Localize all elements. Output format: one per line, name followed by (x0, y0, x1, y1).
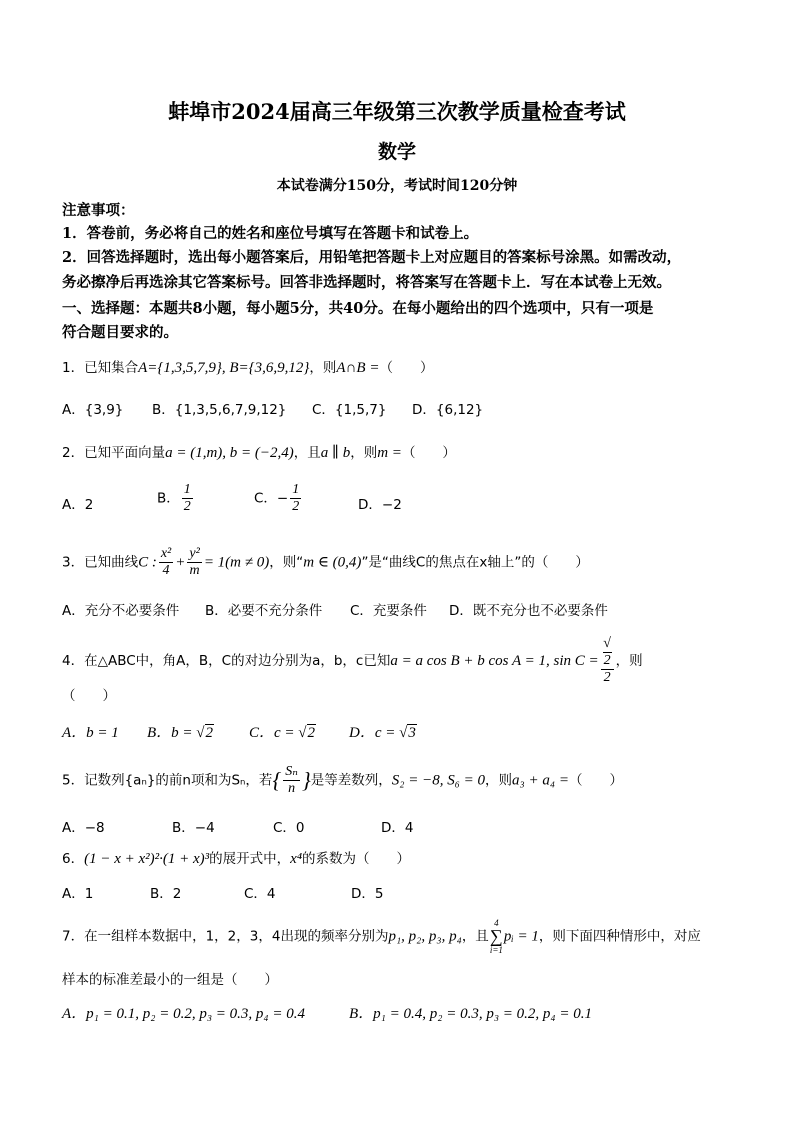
option-label: B．b = (147, 725, 197, 741)
question-2-mid-2: ，则 (350, 445, 378, 461)
question-7-sum (490, 918, 503, 955)
question-2-paren: （ ） (401, 445, 456, 461)
question-2-parallel: a ∥ b (320, 445, 351, 461)
radicand: 2 (205, 725, 214, 741)
question-2-prefix: 2．已知平面向量 (62, 445, 166, 461)
fraction-numerator: Sₙ (283, 764, 300, 781)
question-7-sum-body: pᵢ = 1 (503, 928, 539, 945)
question-3-curve-rest: = 1(m ≠ 0) (203, 554, 270, 571)
option-text: A．b = 1 (62, 725, 119, 741)
question-6-prefix: 6． (62, 851, 85, 867)
question-3-option-c: C．充要条件 (350, 603, 427, 619)
question-2-option-c-fraction (290, 482, 301, 515)
question-2-option-a: A．2 (62, 497, 94, 513)
fraction-numerator: x² (159, 546, 173, 563)
question-3-option-d: D．既不充分也不必要条件 (449, 603, 608, 619)
sum-sign: ∑ (489, 926, 503, 947)
question-4-fraction (601, 636, 614, 686)
question-7-option-a (62, 1002, 305, 1023)
fraction-numerator: y² (187, 546, 201, 563)
fraction-denominator: 4 (162, 563, 170, 579)
question-5-option-a: A．−8 (62, 820, 105, 836)
fraction-denominator: m (189, 563, 200, 579)
question-6-expression: (1 − x + x²)²·(1 + x)³ (84, 851, 210, 867)
question-2-mid: ，且 (293, 445, 321, 461)
question-4-condition: a = a cos B + b cos A = 1, sin C = (390, 653, 599, 670)
question-1-mid: ，则 (309, 360, 337, 376)
question-7-prefix: 7．在一组样本数据中，1，2，3，4出现的频率分别为 (62, 928, 389, 945)
question-4-option-d: D．c = √3 (349, 725, 416, 741)
section-heading-line-2: 符合题目要求的。 (62, 324, 178, 341)
option-text: B．p₁ = 0.4, p₂ = 0.3, p₃ = 0.2, p₄ = 0.1 (349, 1006, 593, 1022)
question-1-paren: （ ） (379, 360, 434, 376)
question-2-option-c (254, 482, 303, 515)
radicand: 3 (408, 725, 416, 741)
question-3-mid: ，则“ (269, 554, 304, 571)
question-4-stem (62, 636, 643, 686)
sum-upper-limit: 4 (494, 918, 499, 928)
question-5-stem: 5．记数列{aₙ}的前n项和为Sₙ，若{ $\frac{\text{Sₙ}}{n}$ }是等差数列，S₂ = −8, S₆ = 0，则a₃ + a₄ =（ ） (62, 764, 623, 797)
exam-info: 本试卷满分150分，考试时间120分钟 (276, 178, 518, 194)
question-1-sets: A={1,3,5,7,9}, B={3,6,9,12} (138, 360, 310, 376)
sum-lower-limit: i=1 (489, 944, 503, 955)
question-1-option-b: B．{1,3,5,6,7,9,12} (152, 402, 287, 418)
notes-item-2-line-1: 2．回答选择题时，选出每小题答案后，用铅笔把答题卡上对应题目的答案标号涂黑。如需改动， (62, 249, 682, 266)
subject-title: 数学 (377, 141, 416, 163)
fraction-numerator: 1 (290, 482, 301, 499)
question-5-fraction (283, 764, 300, 797)
question-7-option-b (349, 1002, 592, 1023)
question-7-probabilities: p₁, p₂, p₃, p₄ (388, 928, 462, 945)
question-7-stem (62, 918, 701, 955)
question-3-stem: 3．已知曲线C : $\frac{\text{x²}}{4}$ + $\frac{\text{y²}}{m}$ = 1(m ≠ 0)，则“m ∈ (0,4)”是“曲线C的焦点在x轴上”的（ ） (62, 546, 589, 579)
exam-title: 蚌埠市2024届高三年级第三次教学质量检查考试 (168, 99, 626, 124)
radicand: 2 (307, 725, 316, 741)
question-5-paren: （ ） (568, 772, 623, 789)
question-5-expr: a₃ + a₄ = (512, 772, 569, 789)
question-3-option-a: A．充分不必要条件 (62, 603, 180, 619)
question-3-curve-name: C : (138, 554, 157, 571)
question-7-suffix: ，则下面四种情形中，对应 (538, 928, 701, 945)
fraction-numerator: 1 (182, 482, 193, 499)
question-5-sums: S₂ = −8, S₆ = 0 (391, 772, 486, 789)
question-3-suffix: ”是“曲线C的焦点在x轴上”的（ ） (361, 554, 589, 571)
question-4-prefix: 4．在△ABC中，角A，B，C的对边分别为a，b，c已知 (62, 653, 391, 670)
question-5-mid-2: ，则 (485, 772, 513, 789)
question-3-prefix: 3．已知曲线 (62, 554, 139, 571)
question-4-option-b: B．b = √2 (147, 725, 214, 741)
notes-item-2-line-2: 务必擦净后再选涂其它答案标号。回答非选择题时，将答案写在答题卡上．写在本试卷上无效。 (62, 274, 671, 291)
question-2-option-d: D．−2 (358, 497, 402, 513)
question-1-option-d: D．{6,12} (412, 402, 484, 418)
question-2-option-c-label: C．− (254, 490, 289, 507)
question-2-expr: m = (377, 445, 402, 461)
notes-item-1: 1．答卷前，务必将自己的姓名和座位号填写在答题卡和试卷上。 (62, 225, 479, 242)
question-7-mid: ，且 (461, 928, 489, 945)
question-3-option-b: B．必要不充分条件 (205, 603, 323, 619)
fraction-denominator: 2 (603, 670, 611, 686)
question-1-prefix: 1．已知集合 (62, 360, 139, 376)
question-3-y-fraction (187, 546, 201, 579)
question-6-stem (62, 847, 410, 868)
question-6-option-a: A．1 (62, 886, 94, 902)
section-heading-line-1: 一、选择题：本题共8小题，每小题5分，共40分。在每小题给出的四个选项中，只有一项是 (62, 300, 654, 317)
radicand: 2 (603, 653, 611, 669)
question-6-option-b: B．2 (150, 886, 182, 902)
question-5-mid: 是等差数列， (310, 772, 392, 789)
question-6-option-d: D．5 (351, 886, 384, 902)
question-6-suffix: 的系数为（ ） (302, 851, 411, 867)
question-5-option-d: D．4 (381, 820, 414, 836)
fraction-numerator: √ 2 (601, 636, 614, 670)
question-1-option-c: C．{1,5,7} (312, 402, 387, 418)
fraction-denominator: n (288, 781, 296, 797)
question-1-option-a: A．{3,9} (62, 402, 124, 418)
question-4-suffix: ，则 (615, 653, 643, 670)
question-7-stem-line-2: 样本的标准差最小的一组是（ ） (62, 972, 278, 988)
question-4-paren: （ ） (62, 688, 116, 704)
question-4-option-c: C．c = √2 (249, 725, 316, 741)
question-1-expr: A∩B = (336, 360, 380, 376)
option-text: A．p₁ = 0.1, p₂ = 0.2, p₃ = 0.3, p₄ = 0.4 (62, 1006, 306, 1022)
question-6-option-c: C．4 (244, 886, 276, 902)
question-2-option-b-fraction (182, 482, 193, 515)
question-3-x-fraction (159, 546, 173, 579)
option-label: C．c = (249, 725, 299, 741)
question-3-condition: m ∈ (0,4) (303, 554, 362, 571)
question-6-mid: 的展开式中， (209, 851, 291, 867)
question-2-stem (62, 441, 456, 462)
question-4-option-a (62, 721, 119, 742)
question-2-option-b-label: B． (157, 490, 180, 507)
question-5-prefix: 5．记数列{aₙ}的前n项和为Sₙ，若 (62, 772, 273, 789)
fraction-denominator: 2 (183, 499, 191, 515)
question-6-term: x⁴ (290, 851, 303, 867)
question-5-option-b: B．−4 (172, 820, 215, 836)
question-1-stem (62, 356, 433, 377)
question-2-vectors: a = (1,m), b = (−2,4) (165, 445, 294, 461)
option-label: D．c = (349, 725, 400, 741)
question-5-option-c: C．0 (273, 820, 305, 836)
fraction-denominator: 2 (292, 499, 300, 515)
notes-heading: 注意事项： (62, 202, 135, 219)
question-2-option-b (157, 482, 195, 515)
